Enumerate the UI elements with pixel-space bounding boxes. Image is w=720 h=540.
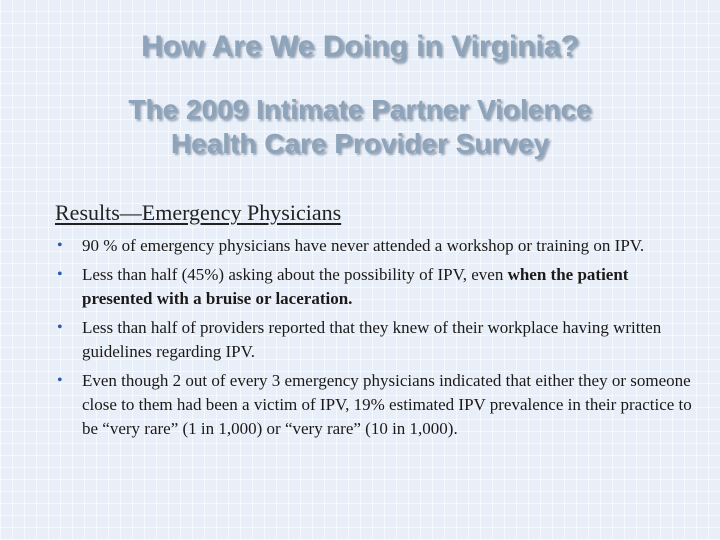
bullet-icon: • (57, 237, 63, 254)
bullet-icon: • (57, 372, 63, 389)
bullet-list (55, 234, 695, 446)
bullet-icon: • (57, 266, 63, 283)
bullet-text: Less than half of providers reported that they knew of their workplace having written guidelines regarding IPV. (82, 318, 662, 361)
subtitle-line-1: The 2009 Intimate Partner Violence (128, 94, 592, 125)
bullet-item (55, 369, 695, 441)
bullet-item (55, 263, 695, 311)
slide-subtitle (60, 93, 660, 161)
bullet-text: 90 % of emergency physicians have never attended a workshop or training on IPV. (82, 236, 645, 255)
bullet-icon: • (57, 319, 63, 336)
bullet-text: Less than half (45%) asking about the possibility of IPV, even (82, 265, 508, 284)
bullet-text: Even though 2 out of every 3 emergency physicians indicated that either they or someone close to them had been a victim of IPV, 19% estimated IPV prevalence in their practice to be “very rare” (1 in 1,000) or “very rare” (10 in 1,000). (82, 371, 692, 438)
bullet-item (55, 234, 695, 258)
bullet-bold-text: when the patient presented with a bruise or laceration. (82, 265, 629, 308)
bullet-item (55, 316, 695, 364)
section-heading: Results—Emergency Physicians (55, 200, 342, 225)
subtitle-line-2: Health Care Provider Survey (170, 128, 550, 159)
slide-title: How Are We Doing in Virginia? (141, 30, 579, 63)
